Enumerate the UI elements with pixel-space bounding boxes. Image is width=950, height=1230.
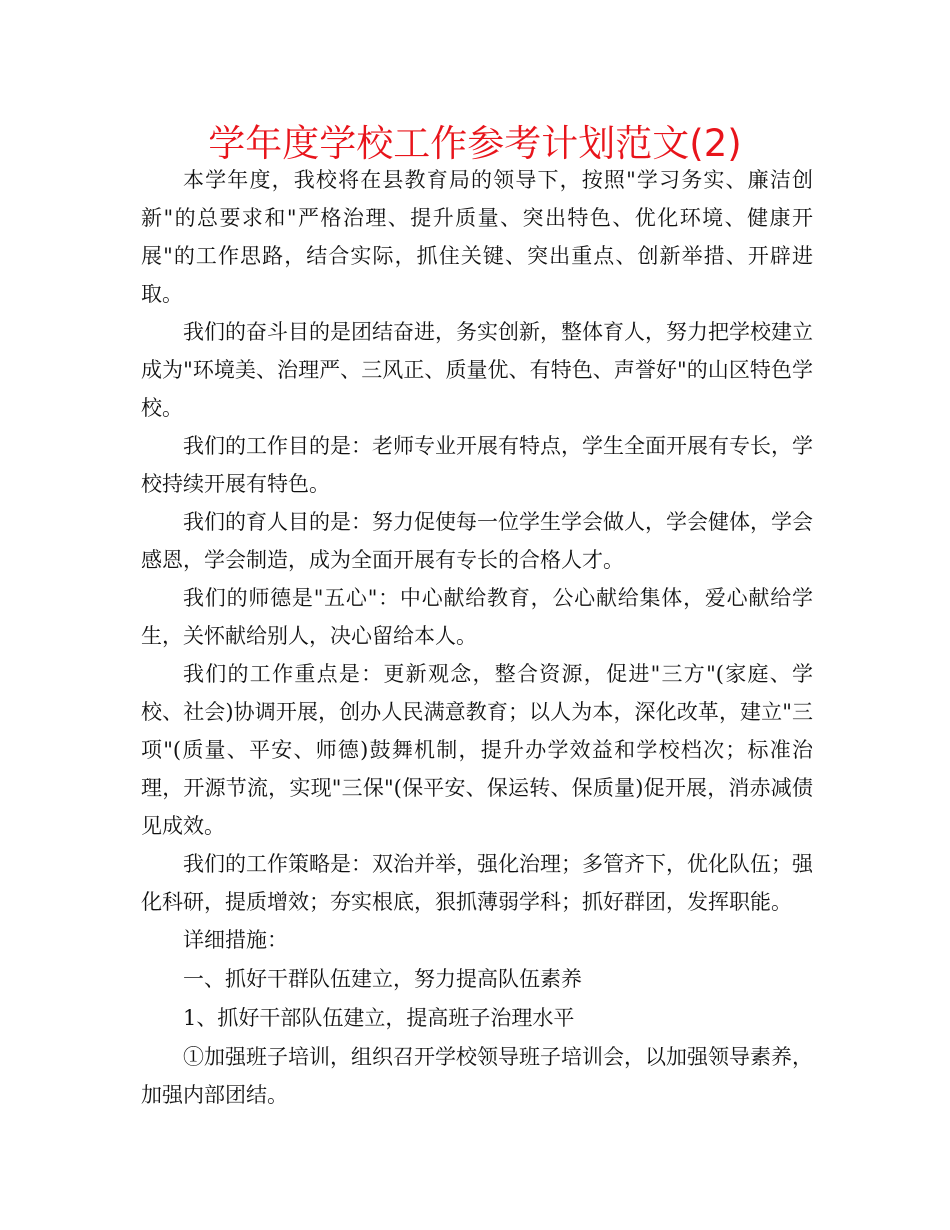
paragraph-work-focus: 我们的工作重点是：更新观念，整合资源，促进"三方"(家庭、学校、社会)协调开展，创办人民满意教育；以人为本，深化改革，建立"三项"(质量、平安、师德)鼓舞机制，提升办学效益和学校档次；标准治理，开源节流，实现"三保"(保平安、保运转、保质量)促开展，消赤减债见成效。 [141, 662, 813, 838]
subsection-heading-1: 1、抓好干部队伍建立，提高班子治理水平 [183, 1006, 575, 1030]
paragraph-measures-heading: 详细措施： [183, 928, 288, 952]
paragraph-goal: 我们的奋斗目的是团结奋进，务实创新，整体育人，努力把学校建立成为"环境美、治理严、三风正、质量优、有特色、声誉好"的山区特色学校。 [141, 320, 813, 420]
document-body [141, 161, 813, 1114]
document-title: 学年度学校工作参考计划范文(2) [208, 122, 742, 165]
paragraph-education-goal: 我们的育人目的是：努力促使每一位学生学会做人，学会健体，学会感恩，学会制造，成为全面开展有专长的合格人才。 [141, 510, 813, 572]
paragraph-teacher-ethics: 我们的师德是"五心"：中心献给教育，公心献给集体，爱心献给学生，关怀献给别人，决心留给本人。 [141, 586, 813, 648]
paragraph-intro: 本学年度，我校将在县教育局的领导下，按照"学习务实、廉洁创新"的总要求和"严格治理、提升质量、突出特色、优化环境、健康开展"的工作思路，结合实际，抓住关键、突出重点、创新举措、开辟进取。 [141, 168, 813, 306]
paragraph-work-goal: 我们的工作目的是：老师专业开展有特点，学生全面开展有专长，学校持续开展有特色。 [141, 434, 813, 496]
paragraph-work-strategy: 我们的工作策略是：双治并举，强化治理；多管齐下，优化队伍；强化科研，提质增效；夯实根底，狠抓薄弱学科；抓好群团，发挥职能。 [141, 852, 813, 914]
list-item-1: ①加强班子培训，组织召开学校领导班子培训会，以加强领导素养，加强内部团结。 [141, 1045, 813, 1107]
section-heading-1: 一、抓好干群队伍建立，努力提高队伍素养 [183, 967, 582, 991]
